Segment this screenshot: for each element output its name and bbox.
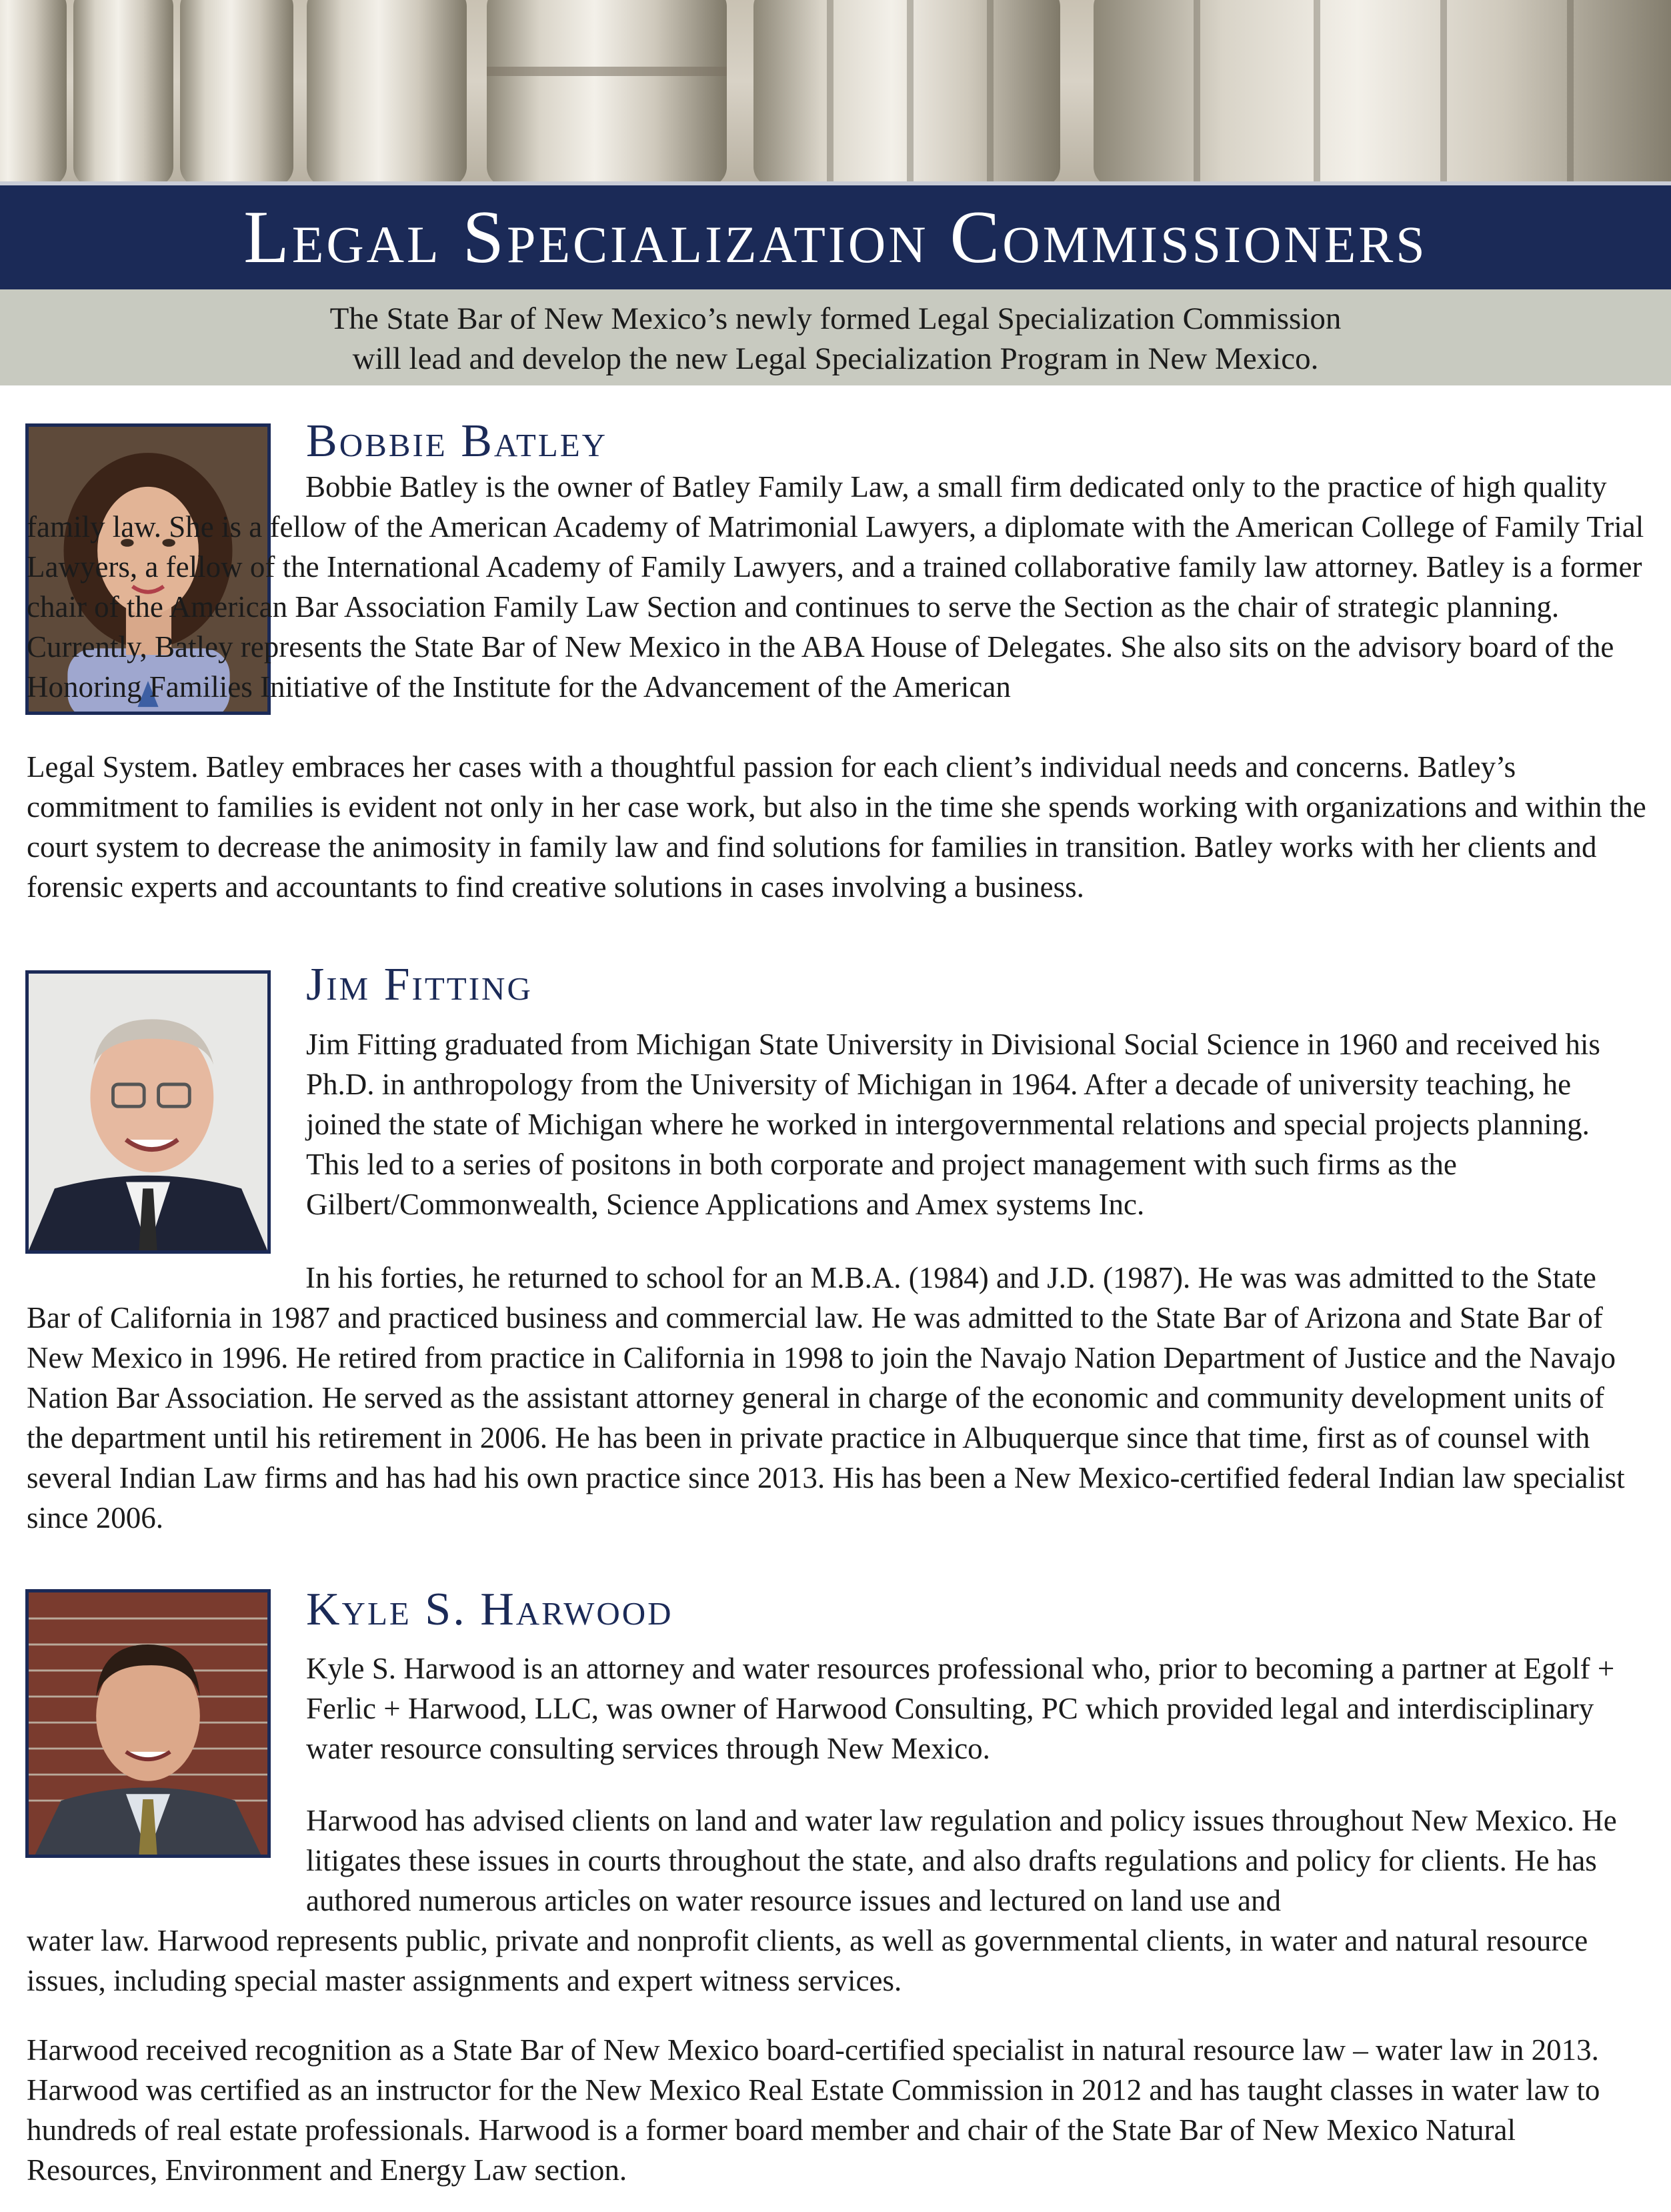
commissioner-name: Jim Fitting xyxy=(306,959,533,1010)
bio-paragraph: Kyle S. Harwood is an attorney and water resources professional who, prior to becoming a partner at Egolf + Ferlic + Harwood, LLC, was owner of Harwood Consulting, PC which provided legal and interdisciplinary water resource consulting services through New Mexico. xyxy=(306,1652,1615,1765)
column-shape xyxy=(73,0,173,181)
bio-paragraph: In his forties, he returned to school for an M.B.A. (1984) and J.D. (1987). He was was admitted to the State Bar of California in 1987 and practiced business and commercial law. He was admitted to the State Bar of Arizona and State Bar of New Mexico in 1996. He retired from practice in California in 1998 to join the Navajo Nation Department of Justice and the Navajo Nation Bar Association. He served as the assistant attorney general in charge of the economic and community development units of the department until his retirement in 2006. He has been in private practice in Albuquerque since that time, first as of counsel with several Indian Law firms and has had his own practice since 2013. His has been a New Mexico-certified federal Indian law specialist since 2006. xyxy=(27,1261,1625,1534)
bio-paragraph: Harwood received recognition as a State Bar of New Mexico board-certified specialist in natural resource law – water law in 2013. Harwood was certified as an instructor for the New Mexico Real Estate Commission in 2012 and has taught classes in water law to hundreds of real estate professionals. Harwood is a former board member and chair of the State Bar of New Mexico Natural Resources, Environment and Energy Law section. xyxy=(27,2033,1600,2187)
intro-strip xyxy=(0,289,1671,385)
portrait-jim-fitting xyxy=(25,970,271,1254)
column-shape xyxy=(487,0,727,181)
column-shape xyxy=(1094,0,1671,181)
commissioner-name: Bobbie Batley xyxy=(306,415,608,467)
bio-paragraph: Legal System. Batley embraces her cases with a thoughtful passion for each client’s individual needs and concerns. Batley’s commitment to families is evident not only in her case work, but also in the time she spends working with organizations and within the court system to decrease the animosity in family law and find solutions for families in transition. Batley works with her clients and forensic experts and accountants to find creative solutions in cases involving a business. xyxy=(27,750,1646,904)
column-shape xyxy=(307,0,467,181)
bio-paragraph: water law. Harwood represents public, private and nonprofit clients, as well as governmental clients, in water and natural resource issues, including special master assignments and expert witness services. xyxy=(27,1924,1588,1997)
column-shape xyxy=(0,0,67,181)
columns-banner-image xyxy=(0,0,1671,181)
portrait-kyle-harwood xyxy=(25,1589,271,1858)
bio-paragraph: Bobbie Batley is the owner of Batley Family Law, a small firm dedicated only to the practice of high quality family law. She is a fellow of the American Academy of Matrimonial Lawyers, a diplomate with the American College of Family Trial Lawyers, a fellow of the International Academy of Family Lawyers, and a trained collaborative family law attorney. Batley is a former chair of the American Bar Association Family Law Section and continues to serve the Section as the chair of strategic planning. Currently, Batley represents the State Bar of New Mexico in the ABA House of Delegates. She also sits on the advisory board of the Honoring Families Initiative of the Institute for the Advancement of the American xyxy=(27,470,1644,704)
bio-paragraph: Harwood has advised clients on land and water law regulation and policy issues throughout New Mexico. He litigates these issues in courts throughout the state, and also drafts regulations and policy for clients. He has authored numerous articles on water resource issues and lectured on land use and xyxy=(306,1804,1617,1917)
column-shape xyxy=(753,0,1060,181)
bio-paragraph: Jim Fitting graduated from Michigan State University in Divisional Social Science in 1960 and received his Ph.D. in anthropology from the University of Michigan in 1964. After a decade of university teaching, he joined the state of Michigan where he worked in intergovernmental relations and special projects planning. This led to a series of positons in both corporate and project management with such firms as the Gilbert/Commonwealth, Science Applications and Amex systems Inc. xyxy=(306,1028,1600,1221)
intro-line-2: will lead and develop the new Legal Specialization Program in New Mexico. xyxy=(352,341,1319,376)
title-banner xyxy=(0,181,1671,289)
column-shape xyxy=(180,0,293,181)
intro-line-1: The State Bar of New Mexico’s newly formed Legal Specialization Commission xyxy=(329,301,1342,336)
commissioner-name: Kyle S. Harwood xyxy=(306,1584,673,1635)
page-title: Legal Specialization Commissioners xyxy=(243,196,1428,279)
